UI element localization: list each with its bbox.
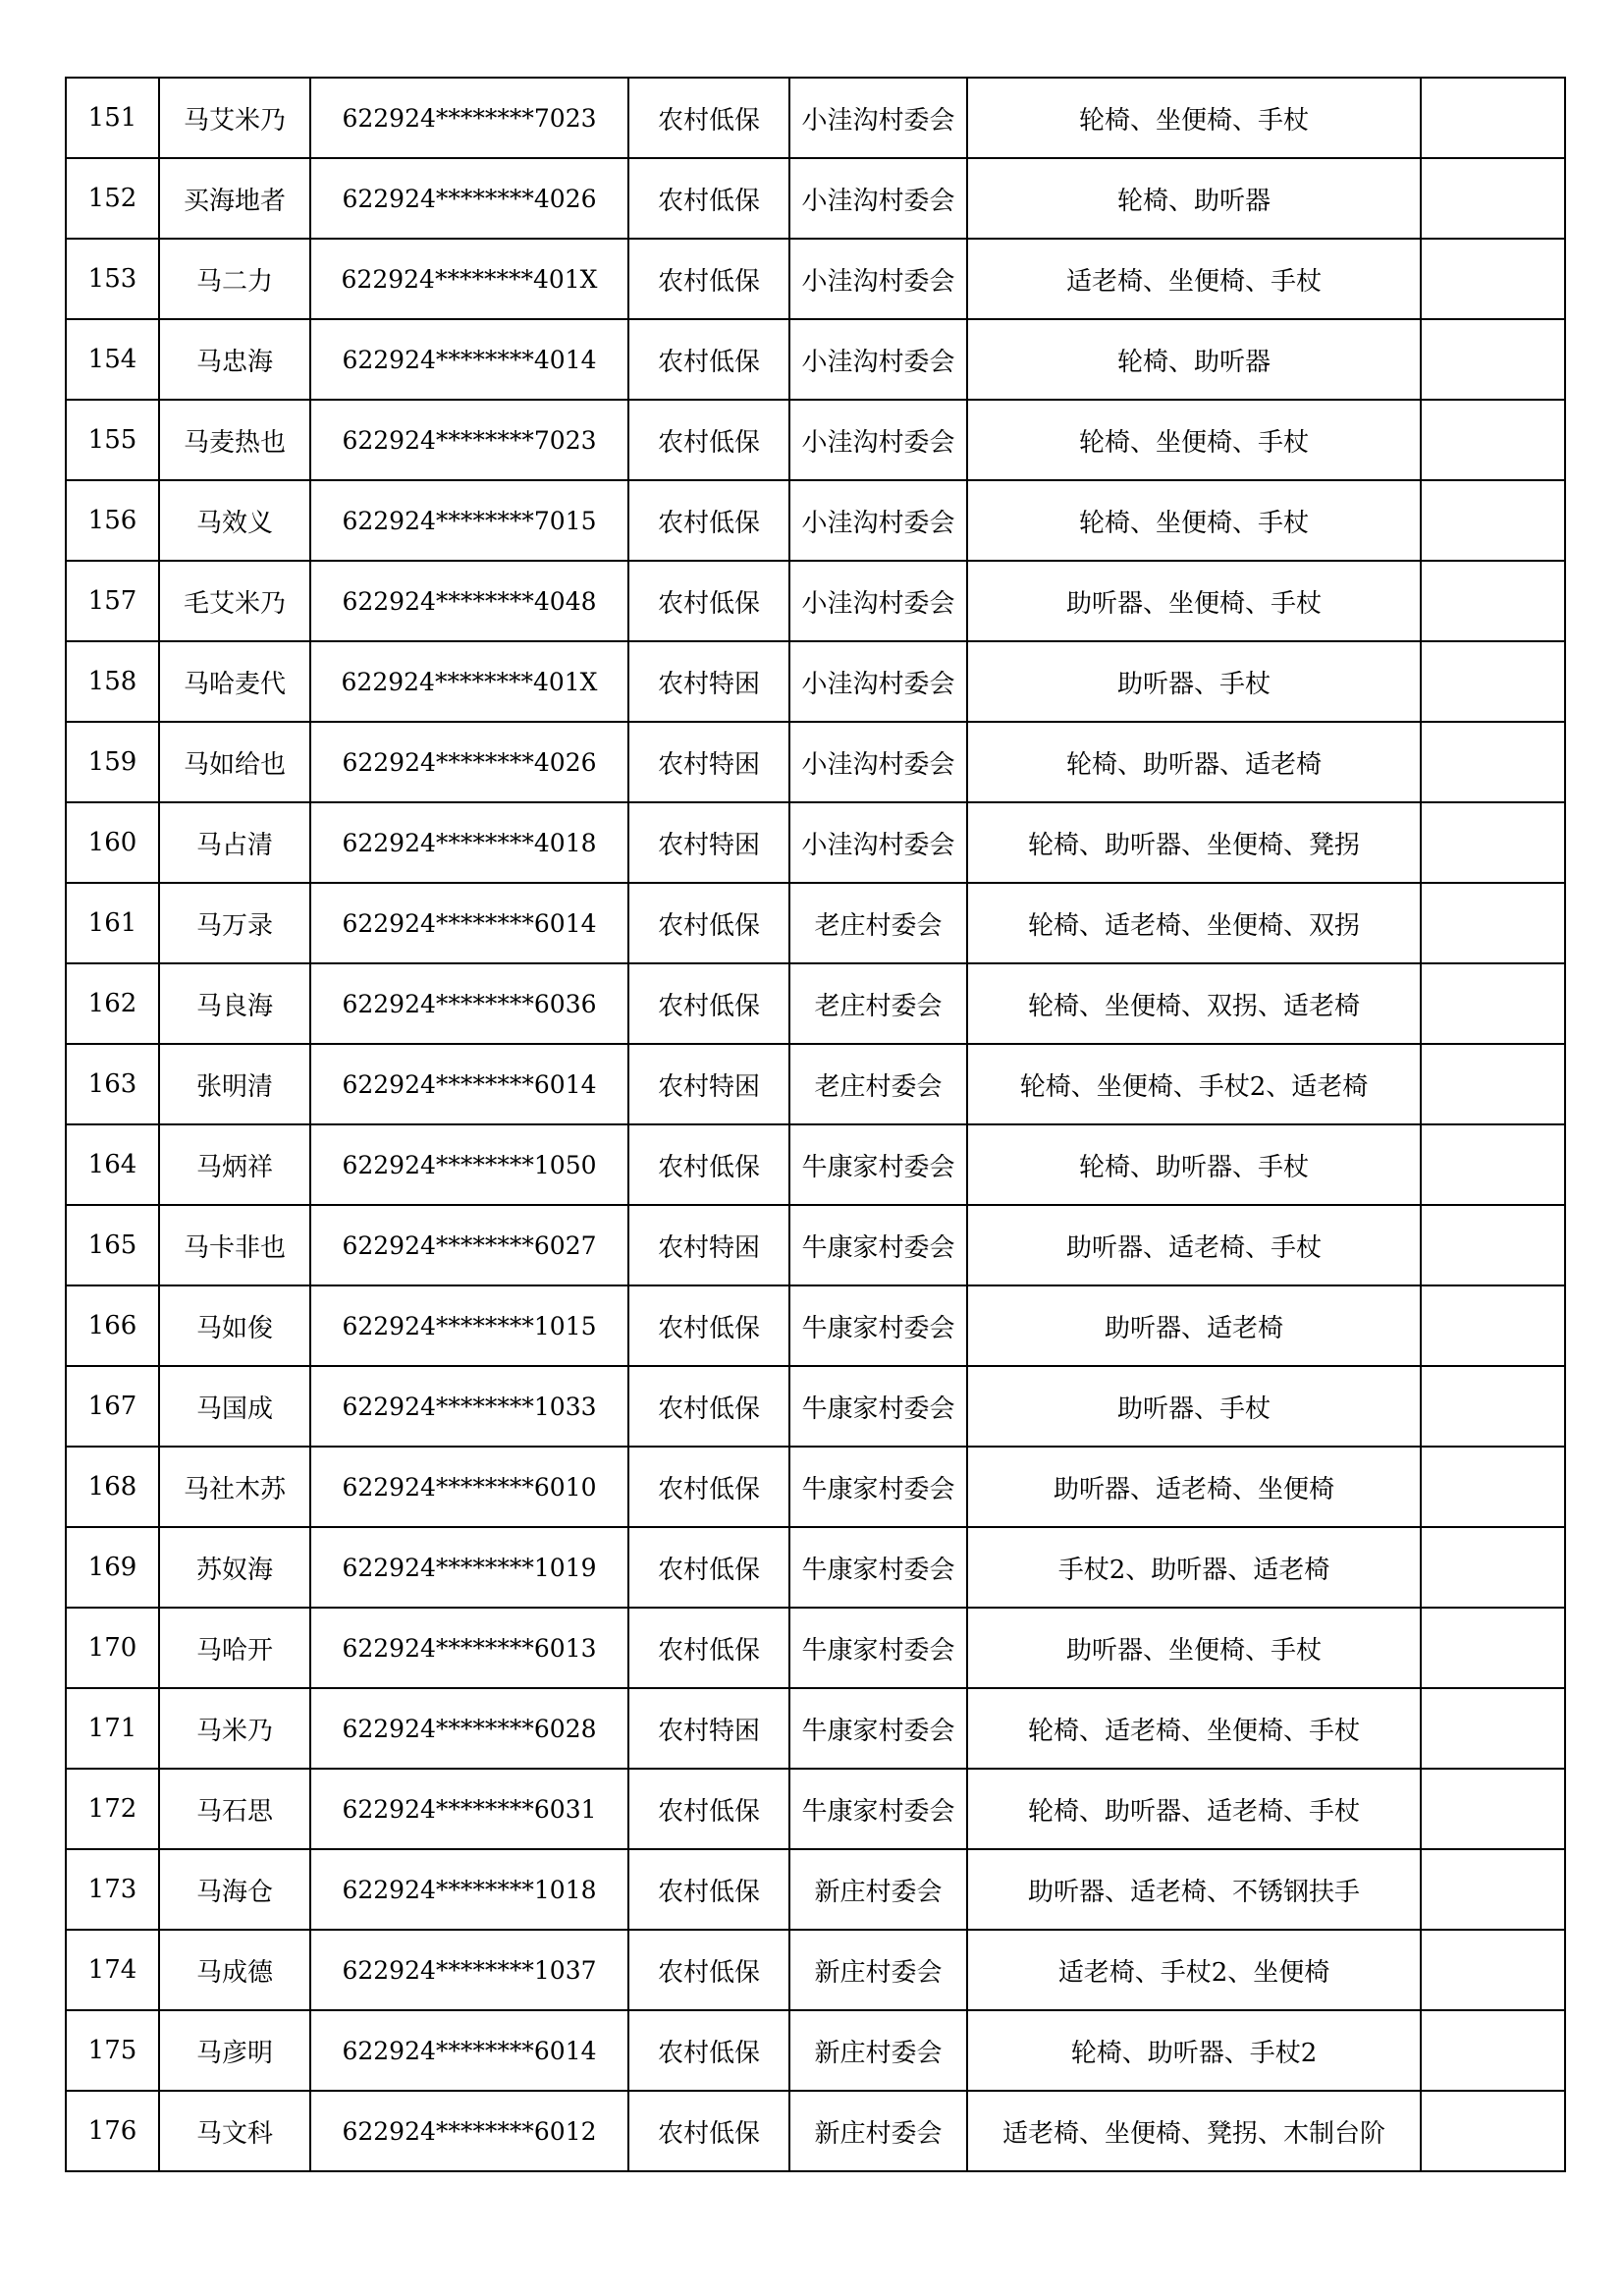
aid-items-cell: 轮椅、助听器: [967, 319, 1421, 400]
village-committee-cell: 牛康家村委会: [789, 1608, 967, 1688]
table-row: [66, 78, 1565, 158]
name-cell: 马海仓: [159, 1849, 310, 1930]
remark-cell: [1421, 1366, 1565, 1447]
id-number-cell: 622924********4018: [310, 802, 628, 883]
id-number-cell: 622924********6012: [310, 2091, 628, 2171]
remark-cell: [1421, 319, 1565, 400]
serial-number-cell: 165: [66, 1205, 159, 1285]
remark-cell: [1421, 1447, 1565, 1527]
serial-number-cell: 151: [66, 78, 159, 158]
assistance-category-cell: 农村特困: [628, 802, 789, 883]
table-row: [66, 1608, 1565, 1688]
aid-items-cell: 轮椅、坐便椅、手杖: [967, 480, 1421, 561]
id-number-cell: 622924********6036: [310, 963, 628, 1044]
assistance-category-cell: 农村低保: [628, 480, 789, 561]
name-cell: 马石思: [159, 1769, 310, 1849]
id-number-cell: 622924********6014: [310, 1044, 628, 1124]
village-committee-cell: 牛康家村委会: [789, 1285, 967, 1366]
village-committee-cell: 牛康家村委会: [789, 1366, 967, 1447]
table-row: [66, 1930, 1565, 2010]
id-number-cell: 622924********4048: [310, 561, 628, 641]
id-number-cell: 622924********4026: [310, 722, 628, 802]
id-number-cell: 622924********7023: [310, 78, 628, 158]
id-number-cell: 622924********1037: [310, 1930, 628, 2010]
remark-cell: [1421, 2010, 1565, 2091]
assistance-category-cell: 农村低保: [628, 1527, 789, 1608]
name-cell: 马如给也: [159, 722, 310, 802]
remark-cell: [1421, 400, 1565, 480]
name-cell: 张明清: [159, 1044, 310, 1124]
village-committee-cell: 小洼沟村委会: [789, 319, 967, 400]
serial-number-cell: 171: [66, 1688, 159, 1769]
assistance-category-cell: 农村低保: [628, 1769, 789, 1849]
beneficiary-table: [65, 77, 1566, 2172]
aid-items-cell: 轮椅、适老椅、坐便椅、手杖: [967, 1688, 1421, 1769]
table-row: [66, 400, 1565, 480]
serial-number-cell: 167: [66, 1366, 159, 1447]
village-committee-cell: 老庄村委会: [789, 1044, 967, 1124]
serial-number-cell: 168: [66, 1447, 159, 1527]
table-row: [66, 883, 1565, 963]
table-row: [66, 1849, 1565, 1930]
id-number-cell: 622924********1019: [310, 1527, 628, 1608]
village-committee-cell: 小洼沟村委会: [789, 480, 967, 561]
assistance-category-cell: 农村低保: [628, 1608, 789, 1688]
serial-number-cell: 153: [66, 239, 159, 319]
aid-items-cell: 适老椅、手杖2、坐便椅: [967, 1930, 1421, 2010]
id-number-cell: 622924********6031: [310, 1769, 628, 1849]
assistance-category-cell: 农村特困: [628, 1205, 789, 1285]
table-row: [66, 561, 1565, 641]
assistance-category-cell: 农村特困: [628, 722, 789, 802]
aid-items-cell: 轮椅、适老椅、坐便椅、双拐: [967, 883, 1421, 963]
serial-number-cell: 154: [66, 319, 159, 400]
serial-number-cell: 163: [66, 1044, 159, 1124]
table-row: [66, 2091, 1565, 2171]
village-committee-cell: 小洼沟村委会: [789, 158, 967, 239]
aid-items-cell: 轮椅、助听器、手杖2: [967, 2010, 1421, 2091]
serial-number-cell: 158: [66, 641, 159, 722]
assistance-category-cell: 农村低保: [628, 319, 789, 400]
serial-number-cell: 174: [66, 1930, 159, 2010]
aid-items-cell: 助听器、手杖: [967, 1366, 1421, 1447]
village-committee-cell: 新庄村委会: [789, 1849, 967, 1930]
assistance-category-cell: 农村低保: [628, 1285, 789, 1366]
table-row: [66, 2010, 1565, 2091]
id-number-cell: 622924********401X: [310, 641, 628, 722]
id-number-cell: 622924********6014: [310, 883, 628, 963]
aid-items-cell: 轮椅、坐便椅、双拐、适老椅: [967, 963, 1421, 1044]
name-cell: 马麦热也: [159, 400, 310, 480]
assistance-category-cell: 农村低保: [628, 561, 789, 641]
table-row: [66, 963, 1565, 1044]
serial-number-cell: 157: [66, 561, 159, 641]
serial-number-cell: 159: [66, 722, 159, 802]
name-cell: 马如俊: [159, 1285, 310, 1366]
table-row: [66, 1285, 1565, 1366]
id-number-cell: 622924********1033: [310, 1366, 628, 1447]
name-cell: 马米乃: [159, 1688, 310, 1769]
remark-cell: [1421, 883, 1565, 963]
id-number-cell: 622924********1015: [310, 1285, 628, 1366]
id-number-cell: 622924********1018: [310, 1849, 628, 1930]
aid-items-cell: 适老椅、坐便椅、手杖: [967, 239, 1421, 319]
name-cell: 马国成: [159, 1366, 310, 1447]
village-committee-cell: 牛康家村委会: [789, 1527, 967, 1608]
village-committee-cell: 新庄村委会: [789, 2091, 967, 2171]
assistance-category-cell: 农村低保: [628, 400, 789, 480]
village-committee-cell: 牛康家村委会: [789, 1205, 967, 1285]
name-cell: 马效义: [159, 480, 310, 561]
remark-cell: [1421, 1044, 1565, 1124]
assistance-category-cell: 农村低保: [628, 2091, 789, 2171]
aid-items-cell: 轮椅、助听器: [967, 158, 1421, 239]
remark-cell: [1421, 802, 1565, 883]
aid-items-cell: 轮椅、助听器、适老椅、手杖: [967, 1769, 1421, 1849]
table-row: [66, 802, 1565, 883]
name-cell: 马占清: [159, 802, 310, 883]
name-cell: 马哈麦代: [159, 641, 310, 722]
table-row: [66, 1688, 1565, 1769]
id-number-cell: 622924********401X: [310, 239, 628, 319]
name-cell: 马文科: [159, 2091, 310, 2171]
remark-cell: [1421, 641, 1565, 722]
assistance-category-cell: 农村低保: [628, 1124, 789, 1205]
assistance-category-cell: 农村低保: [628, 78, 789, 158]
village-committee-cell: 牛康家村委会: [789, 1688, 967, 1769]
village-committee-cell: 小洼沟村委会: [789, 400, 967, 480]
id-number-cell: 622924********4026: [310, 158, 628, 239]
aid-items-cell: 助听器、适老椅、不锈钢扶手: [967, 1849, 1421, 1930]
aid-items-cell: 轮椅、助听器、坐便椅、凳拐: [967, 802, 1421, 883]
table-row: [66, 1366, 1565, 1447]
remark-cell: [1421, 78, 1565, 158]
serial-number-cell: 161: [66, 883, 159, 963]
aid-items-cell: 助听器、适老椅、手杖: [967, 1205, 1421, 1285]
id-number-cell: 622924********7015: [310, 480, 628, 561]
table-row: [66, 1205, 1565, 1285]
assistance-category-cell: 农村低保: [628, 1930, 789, 2010]
village-committee-cell: 小洼沟村委会: [789, 641, 967, 722]
serial-number-cell: 152: [66, 158, 159, 239]
serial-number-cell: 156: [66, 480, 159, 561]
table-row: [66, 1447, 1565, 1527]
aid-items-cell: 助听器、手杖: [967, 641, 1421, 722]
id-number-cell: 622924********6013: [310, 1608, 628, 1688]
name-cell: 马万录: [159, 883, 310, 963]
aid-items-cell: 轮椅、助听器、适老椅: [967, 722, 1421, 802]
remark-cell: [1421, 2091, 1565, 2171]
name-cell: 马忠海: [159, 319, 310, 400]
table-row: [66, 1769, 1565, 1849]
remark-cell: [1421, 1930, 1565, 2010]
table-row: [66, 239, 1565, 319]
village-committee-cell: 新庄村委会: [789, 1930, 967, 2010]
assistance-category-cell: 农村低保: [628, 963, 789, 1044]
table-row: [66, 641, 1565, 722]
serial-number-cell: 164: [66, 1124, 159, 1205]
village-committee-cell: 牛康家村委会: [789, 1769, 967, 1849]
assistance-category-cell: 农村特困: [628, 1044, 789, 1124]
table-row: [66, 480, 1565, 561]
village-committee-cell: 牛康家村委会: [789, 1124, 967, 1205]
aid-items-cell: 轮椅、坐便椅、手杖: [967, 78, 1421, 158]
id-number-cell: 622924********6010: [310, 1447, 628, 1527]
serial-number-cell: 160: [66, 802, 159, 883]
name-cell: 马哈开: [159, 1608, 310, 1688]
aid-items-cell: 助听器、坐便椅、手杖: [967, 1608, 1421, 1688]
remark-cell: [1421, 1769, 1565, 1849]
name-cell: 毛艾米乃: [159, 561, 310, 641]
table-row: [66, 1527, 1565, 1608]
village-committee-cell: 新庄村委会: [789, 2010, 967, 2091]
remark-cell: [1421, 722, 1565, 802]
serial-number-cell: 155: [66, 400, 159, 480]
name-cell: 马卡非也: [159, 1205, 310, 1285]
aid-items-cell: 助听器、坐便椅、手杖: [967, 561, 1421, 641]
assistance-category-cell: 农村低保: [628, 1849, 789, 1930]
serial-number-cell: 169: [66, 1527, 159, 1608]
village-committee-cell: 老庄村委会: [789, 963, 967, 1044]
aid-items-cell: 手杖2、助听器、适老椅: [967, 1527, 1421, 1608]
id-number-cell: 622924********7023: [310, 400, 628, 480]
aid-items-cell: 轮椅、助听器、手杖: [967, 1124, 1421, 1205]
assistance-category-cell: 农村低保: [628, 1447, 789, 1527]
assistance-category-cell: 农村低保: [628, 883, 789, 963]
village-committee-cell: 老庄村委会: [789, 883, 967, 963]
id-number-cell: 622924********6014: [310, 2010, 628, 2091]
serial-number-cell: 170: [66, 1608, 159, 1688]
remark-cell: [1421, 1527, 1565, 1608]
aid-items-cell: 轮椅、坐便椅、手杖2、适老椅: [967, 1044, 1421, 1124]
name-cell: 马艾米乃: [159, 78, 310, 158]
serial-number-cell: 162: [66, 963, 159, 1044]
name-cell: 马彦明: [159, 2010, 310, 2091]
remark-cell: [1421, 1688, 1565, 1769]
table-row: [66, 319, 1565, 400]
remark-cell: [1421, 158, 1565, 239]
id-number-cell: 622924********4014: [310, 319, 628, 400]
table-row: [66, 1124, 1565, 1205]
serial-number-cell: 166: [66, 1285, 159, 1366]
name-cell: 苏奴海: [159, 1527, 310, 1608]
table-body: [66, 78, 1565, 2171]
remark-cell: [1421, 561, 1565, 641]
name-cell: 买海地者: [159, 158, 310, 239]
assistance-category-cell: 农村特困: [628, 1688, 789, 1769]
table-row: [66, 158, 1565, 239]
id-number-cell: 622924********1050: [310, 1124, 628, 1205]
serial-number-cell: 172: [66, 1769, 159, 1849]
village-committee-cell: 小洼沟村委会: [789, 239, 967, 319]
village-committee-cell: 小洼沟村委会: [789, 722, 967, 802]
village-committee-cell: 小洼沟村委会: [789, 561, 967, 641]
remark-cell: [1421, 1849, 1565, 1930]
remark-cell: [1421, 1124, 1565, 1205]
aid-items-cell: 助听器、适老椅、坐便椅: [967, 1447, 1421, 1527]
name-cell: 马炳祥: [159, 1124, 310, 1205]
table-row: [66, 1044, 1565, 1124]
name-cell: 马成德: [159, 1930, 310, 2010]
remark-cell: [1421, 1608, 1565, 1688]
aid-items-cell: 适老椅、坐便椅、凳拐、木制台阶: [967, 2091, 1421, 2171]
remark-cell: [1421, 1205, 1565, 1285]
remark-cell: [1421, 480, 1565, 561]
serial-number-cell: 175: [66, 2010, 159, 2091]
id-number-cell: 622924********6028: [310, 1688, 628, 1769]
assistance-category-cell: 农村特困: [628, 641, 789, 722]
village-committee-cell: 牛康家村委会: [789, 1447, 967, 1527]
aid-items-cell: 助听器、适老椅: [967, 1285, 1421, 1366]
village-committee-cell: 小洼沟村委会: [789, 78, 967, 158]
assistance-category-cell: 农村低保: [628, 1366, 789, 1447]
name-cell: 马二力: [159, 239, 310, 319]
assistance-category-cell: 农村低保: [628, 2010, 789, 2091]
assistance-category-cell: 农村低保: [628, 239, 789, 319]
aid-items-cell: 轮椅、坐便椅、手杖: [967, 400, 1421, 480]
remark-cell: [1421, 1285, 1565, 1366]
serial-number-cell: 176: [66, 2091, 159, 2171]
name-cell: 马良海: [159, 963, 310, 1044]
id-number-cell: 622924********6027: [310, 1205, 628, 1285]
assistance-category-cell: 农村低保: [628, 158, 789, 239]
village-committee-cell: 小洼沟村委会: [789, 802, 967, 883]
remark-cell: [1421, 239, 1565, 319]
remark-cell: [1421, 963, 1565, 1044]
serial-number-cell: 173: [66, 1849, 159, 1930]
name-cell: 马社木苏: [159, 1447, 310, 1527]
table-row: [66, 722, 1565, 802]
